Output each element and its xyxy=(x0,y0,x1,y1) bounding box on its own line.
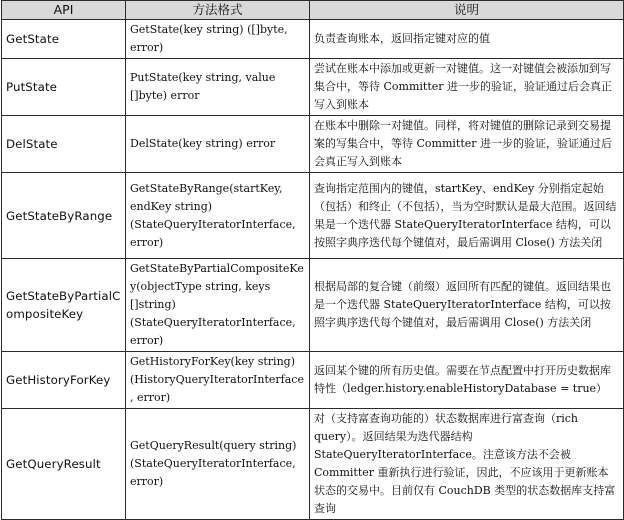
method-format: DelState(key string) error xyxy=(126,116,310,173)
header-api: API xyxy=(2,1,126,20)
method-format: GetQueryResult(query string) (StateQueryIteratorInterface, error) xyxy=(126,409,310,520)
method-desc: 查询指定范围内的键值，startKey、endKey 分别指定起始（包括）和终止（不包括），当为空时默认是最大范围。返回结果是一个迭代器 StateQueryIteratorInterface 结构，可以按照字典序迭代每个键值对，最后需调用 Close() 方法关闭 xyxy=(310,173,624,259)
table-row xyxy=(2,116,624,173)
api-name: GetStateByRange xyxy=(2,173,126,259)
table-header xyxy=(2,1,624,20)
api-name: GetQueryResult xyxy=(2,409,126,520)
api-name: GetHistoryForKey xyxy=(2,352,126,409)
table-row xyxy=(2,20,624,59)
table-row xyxy=(2,59,624,116)
method-desc: 负责查询账本，返回指定键对应的值 xyxy=(310,20,624,59)
method-desc: 在账本中删除一对键值。同样，将对键值的删除记录到交易提案的写集合中，等待 Committer 进一步的验证，验证通过后会真正写入到账本 xyxy=(310,116,624,173)
table-row xyxy=(2,173,624,259)
method-desc: 返回某个键的所有历史值。需要在节点配置中打开历史数据库特性（ledger.history.enableHistoryDatabase = true） xyxy=(310,352,624,409)
method-desc: 对（支持富查询功能的）状态数据库进行富查询（rich query）。返回结果为迭代器结构 StateQueryIteratorInterface。注意该方法不会被 Committer 重新执行进行验证，因此，不应该用于更新账本状态的交易中。目前仅有 CouchDB 类型的状态数据库支持富查询 xyxy=(310,409,624,520)
method-format: GetHistoryForKey(key string) (HistoryQueryIteratorInterface, error) xyxy=(126,352,310,409)
method-format: GetStateByPartialCompositeKey(objectType string, keys []string) (StateQueryIteratorInterface, error) xyxy=(126,259,310,352)
method-format: GetStateByRange(startKey, endKey string) (StateQueryIteratorInterface, error) xyxy=(126,173,310,259)
table-body xyxy=(2,20,624,520)
api-name: PutState xyxy=(2,59,126,116)
api-name: DelState xyxy=(2,116,126,173)
api-table xyxy=(1,0,624,520)
header-desc: 说明 xyxy=(310,1,624,20)
method-format: GetState(key string) ([]byte, error) xyxy=(126,20,310,59)
method-desc: 根据局部的复合键（前缀）返回所有匹配的键值。返回结果也是一个迭代器 StateQueryIteratorInterface 结构，可以按照字典序迭代每个键值对，最后需调用 Close() 方法关闭 xyxy=(310,259,624,352)
table-row xyxy=(2,409,624,520)
method-format: PutState(key string, value []byte) error xyxy=(126,59,310,116)
api-name: GetStateByPartialCompositeKey xyxy=(2,259,126,352)
header-format: 方法格式 xyxy=(126,1,310,20)
api-name: GetState xyxy=(2,20,126,59)
header-row xyxy=(2,1,624,20)
table-row xyxy=(2,352,624,409)
method-desc: 尝试在账本中添加或更新一对键值。这一对键值会被添加到写集合中，等待 Committer 进一步的验证，验证通过后会真正写入到账本 xyxy=(310,59,624,116)
table-row xyxy=(2,259,624,352)
